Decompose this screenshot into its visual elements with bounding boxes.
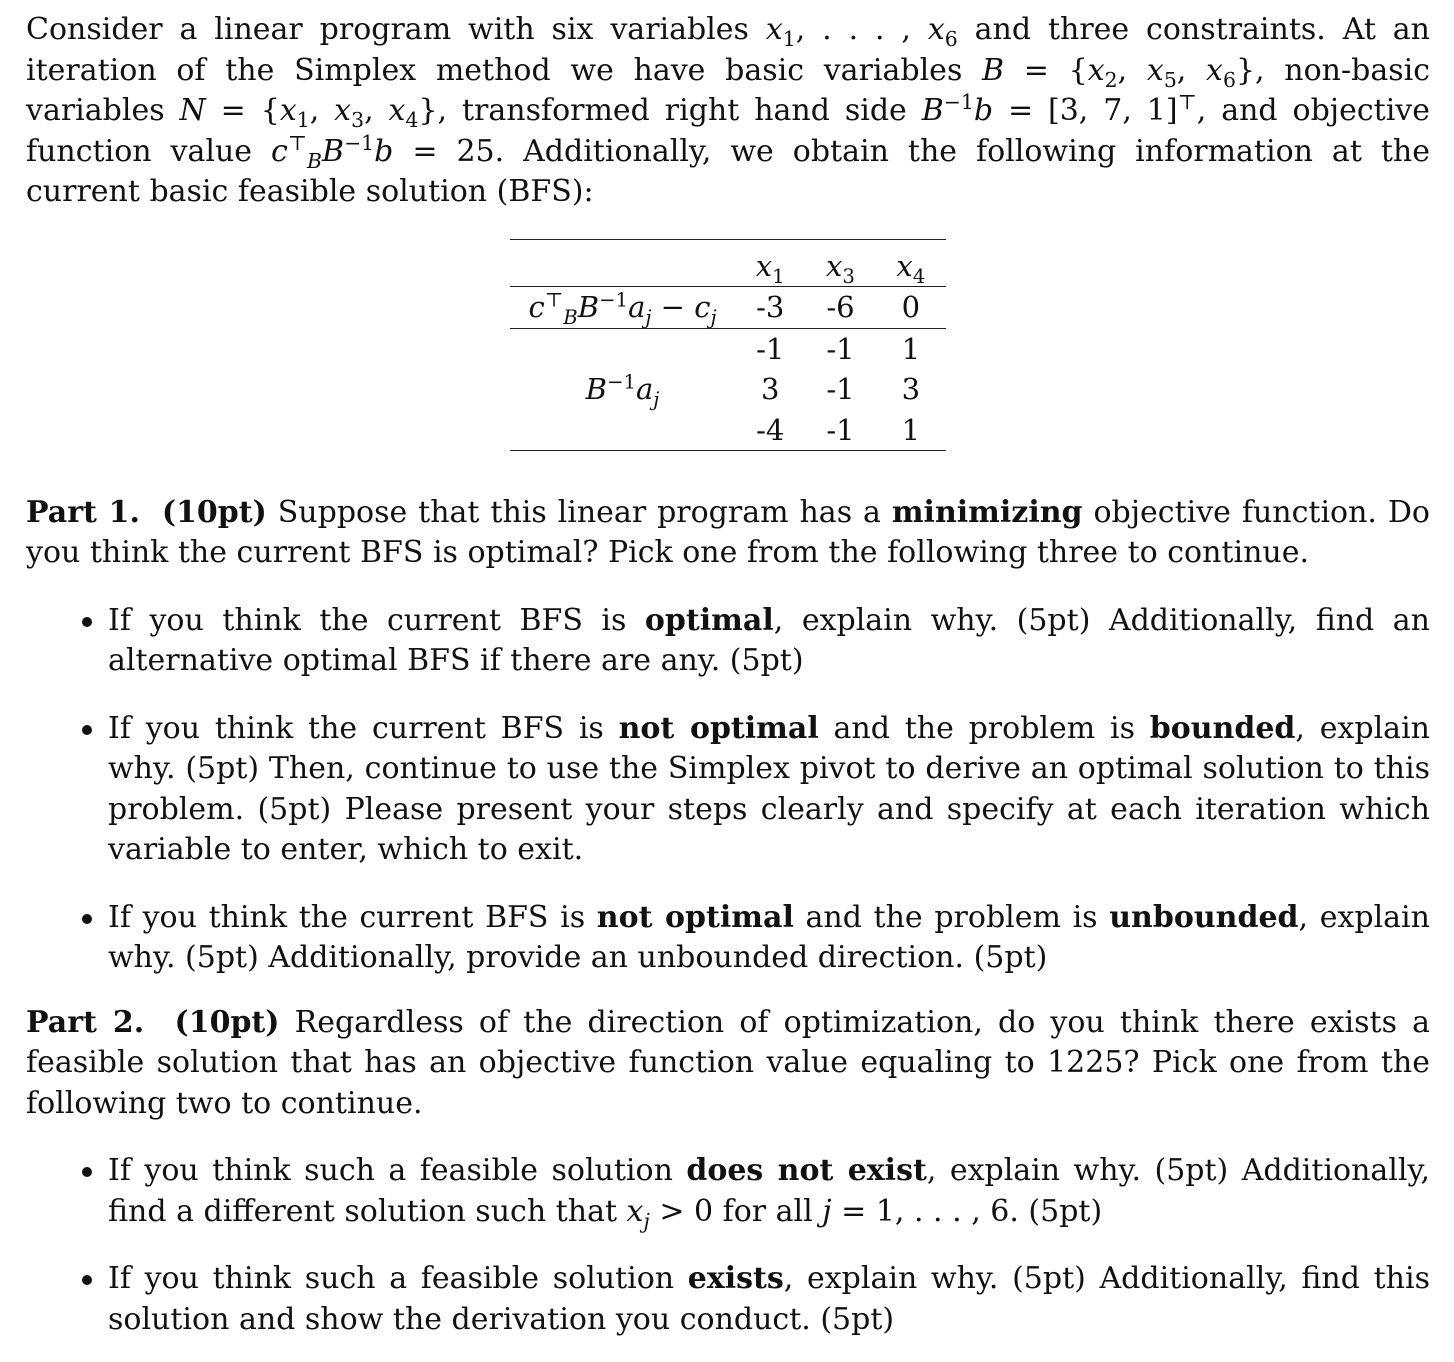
math-j-range: j = 1, . . . , 6 [822, 1193, 1010, 1229]
col-header-x4: $x_4$ [896, 248, 926, 288]
cell-r1-x4: 1 [901, 331, 921, 366]
part2-points: (10pt) [174, 1004, 280, 1040]
option-text: If you think such a feasible solution [108, 1261, 688, 1296]
math-objective: $c^⊤_BB^{-1}b = 25$ [271, 130, 495, 173]
option-text: , explain why. (5pt) Additionally, find an alternative optimal BFS if there are any. (5pt) [108, 602, 1430, 678]
part1-paragraph [26, 493, 1430, 574]
part1-text-2: objective function. Do you think the current BFS is optimal? Pick one from the following three to continue. [26, 494, 1430, 570]
cell-r3-x4: 1 [901, 412, 921, 447]
row-label-empty [510, 410, 735, 451]
bullet-icon [82, 617, 92, 627]
tableau-row-1 [510, 328, 946, 369]
part1-option-2 [26, 709, 1430, 871]
option-text: and the problem is [793, 899, 1110, 935]
tableau-table [510, 239, 946, 452]
col-header-x1: $x_1$ [755, 248, 785, 288]
option-bold: optimal [644, 602, 774, 638]
option-text: If you think the current BFS is [108, 899, 597, 935]
bullet-icon [82, 1275, 92, 1285]
option-text: and the problem is [818, 710, 1150, 746]
document-page [26, 10, 1430, 1340]
intro-text-4: , transformed right hand side [437, 93, 922, 128]
option-text: for all [713, 1193, 823, 1229]
part1-text-1: Suppose that this linear program has a [266, 494, 892, 530]
cell-r3-x3: -1 [826, 412, 855, 447]
tableau-header-row [510, 239, 946, 287]
part2-options [26, 1151, 1430, 1340]
part1-options [26, 601, 1430, 979]
part2-option-2 [26, 1259, 1430, 1340]
option-text: , explain why. (5pt) Additionally, provide an unbounded direction. (5pt) [108, 899, 1430, 975]
cell-r1-x3: -1 [826, 331, 855, 366]
reduced-cost-x1: -3 [756, 290, 785, 325]
option-text: , explain why. (5pt) Additionally, find this solution and show the derivation you conduct. (5pt) [108, 1261, 1430, 1337]
math-nonbasic-set: $N = \{x_1$, $x_3$, $x_4$} [179, 93, 438, 132]
row-label-empty [510, 328, 735, 369]
part1-option-3 [26, 898, 1430, 979]
cell-r2-x4: 3 [901, 372, 921, 407]
option-text: If you think such a feasible solution [108, 1153, 687, 1188]
option-bold: not optimal [596, 899, 794, 935]
part1-bold: minimizing [891, 494, 1083, 530]
cell-r2-x1: 3 [760, 372, 780, 407]
math-basic-set: $B = \{x_2$, $x_5$, $x_6$} [982, 52, 1256, 92]
option-text: , explain why. (5pt) Then, continue to use the Simplex pivot to derive an optimal solution to this problem. (5pt) Please present your steps clearly and specify at each iteration which variable to enter, which to exit. [108, 710, 1430, 867]
bullet-icon [82, 914, 92, 924]
reduced-cost-x4: 0 [901, 290, 921, 325]
objective-value: 25 [456, 133, 495, 169]
math-xj-positive: $x_j > 0$ [626, 1193, 714, 1233]
intro-text-6: . Additionally, we obtain the following information at the current basic feasible solution (BFS): [26, 133, 1430, 209]
math-variables: $x_1$, . . . , $x_6$ [765, 12, 958, 51]
col-header-x3: $x_3$ [826, 248, 855, 288]
reduced-cost-x3: -6 [826, 290, 855, 325]
option-bold: not optimal [618, 710, 819, 746]
part2-paragraph [26, 1003, 1430, 1125]
part1-points: (10pt) [161, 494, 267, 530]
tableau-corner [510, 239, 735, 287]
intro-text-1: Consider a linear program with six variables [26, 12, 766, 47]
option-bold: exists [687, 1261, 784, 1296]
option-bold: does not exist [686, 1153, 927, 1188]
bullet-icon [82, 1167, 92, 1177]
option-bold: unbounded [1109, 899, 1299, 935]
cell-r2-x3: -1 [826, 372, 855, 407]
column-label: $B^{-1}a_j$ [585, 370, 660, 412]
cell-r1-x1: -1 [756, 331, 785, 366]
option-text: If you think the current BFS is [108, 602, 645, 638]
option-bold: bounded [1149, 710, 1296, 746]
tableau-row-2 [510, 369, 946, 410]
math-rhs: $B^{-1}b = [3$, 7, 1]⊤ [921, 90, 1197, 128]
part2-heading: Part 2. [26, 1004, 145, 1040]
reduced-cost-label: $c^⊤_BB^{-1}a_j - c_j$ [528, 288, 717, 330]
tableau-container [26, 239, 1430, 469]
intro-text-3: , non-basic variables [26, 52, 1431, 128]
option-text: If you think the current BFS is [108, 710, 619, 746]
option-text: , explain why. (5pt) Additionally, find a different solution such that [108, 1153, 1430, 1229]
intro-text-2: and three constraints. At an iteration of the Simplex method we have basic variables [26, 12, 1430, 88]
part2-text-1: Regardless of the direction of optimization, do you think there exists a feasible solution that has an objective function value equaling to 1225? Pick one from the following two to continue. [26, 1004, 1430, 1121]
option-text: . (5pt) [1009, 1193, 1103, 1229]
intro-paragraph [26, 10, 1430, 213]
intro-text-5: , and objective function value [26, 93, 1431, 169]
part1-heading: Part 1. [26, 494, 140, 530]
bullet-icon [82, 725, 92, 735]
reduced-cost-row [510, 287, 946, 329]
cell-r3-x1: -4 [756, 412, 785, 447]
part2-option-1 [26, 1151, 1430, 1232]
part1-option-1 [26, 601, 1430, 682]
tableau-row-3 [510, 410, 946, 451]
